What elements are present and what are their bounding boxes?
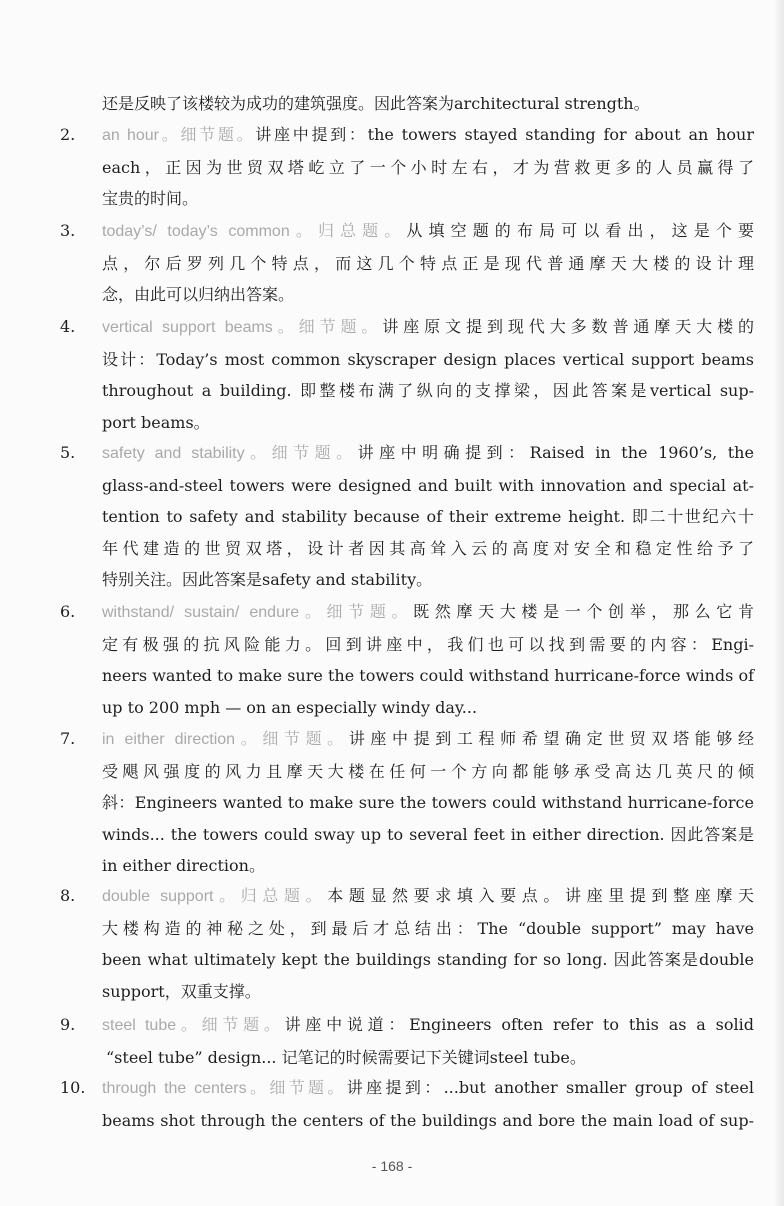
item-number: 8. [60,886,76,905]
answer: today’s/ today’s common。 [102,223,318,240]
item-line: “steel tube” design... 记笔记的时候需要记下关键词steel tube。 [106,1047,586,1067]
item-line: through the centers。细节题。讲座提到：...but another smaller group of steel [102,1078,754,1097]
page-number: - 168 - [371,1158,413,1174]
item-line: in either direction。细节题。讲座中提到工程师希望确定世贸双塔能够经 [102,729,754,748]
item-number: 4. [60,317,76,336]
question-type: 细节题。 [180,127,256,144]
item-line: 受飓风强度的风力且摩天大楼在任何一个方向都能够承受高达几英尺的倾 [102,761,754,781]
item-text [102,596,754,723]
item-number: 7. [60,729,76,748]
item-line: 定有极强的抗风险能力。回到讲座中，我们也可以找到需要的内容：Engi- [102,634,754,654]
item-line: been what ultimately kept the buildings standing for so long. 因此答案是double [102,950,754,969]
answer: an hour。 [102,127,181,144]
item-line: withstand/ sustain/ endure。细节题。既然摩天大楼是一个创举，那么它肯 [102,602,754,621]
item-text [102,119,754,215]
question-type: 归总题。 [317,223,407,240]
answer: in either direction。 [102,731,263,748]
answer: through the centers。 [102,1080,270,1097]
page-edge-shadow [774,0,784,1206]
item-line: in either direction。 [102,856,265,875]
item-line: 念，由此可以归纳出答案。 [102,285,295,304]
item-number: 3. [60,221,76,240]
answer: double support。 [102,888,241,905]
item-line: an hour。细节题。讲座中提到：the towers stayed standing for about an hour [102,125,754,144]
item-line: glass-and-steel towers were designed and built with innovation and special at- [102,475,754,495]
item-line: port beams。 [102,412,210,432]
answer: vertical support beams。 [102,319,299,336]
item-number: 2. [60,125,76,144]
item-line: steel tube。细节题。讲座中说道：Engineers often refer to this as a solid [102,1015,754,1034]
item-line: up to 200 mph — on an especially windy day... [102,697,478,717]
item-line: 斜：Engineers wanted to make sure the towers could withstand hurricane-force [102,793,754,812]
item-text [102,1072,754,1136]
question-type: 细节题。 [269,1080,347,1097]
continuation-text: 还是反映了该楼较为成功的建筑强度。因此答案为architectural strength。 [102,94,650,113]
question-type: 细节题。 [201,1017,285,1034]
item-number: 6. [60,602,76,621]
item-line: beams shot through the centers of the buildings and bore the main load of sup- [102,1110,754,1130]
item-line: 年代建造的世贸双塔，设计者因其高耸入云的高度对安全和稳定性给予了 [102,538,754,558]
item-line: neers wanted to make sure the towers could withstand hurricane-force winds of [102,666,754,685]
item-number: 5. [60,443,76,462]
question-type: 细节题。 [271,445,358,462]
item-line: support，双重支撑。 [102,981,261,1001]
item-line: 点，尔后罗列几个特点，而这几个特点正是现代普通摩天大楼的设计理 [102,253,754,273]
item-text [102,880,754,1007]
question-type: 细节题。 [298,319,383,336]
item-line: throughout a building. 即整楼布满了纵向的支撑梁，因此答案是vertical sup- [102,381,754,400]
item-text [102,215,754,311]
item-line: vertical support beams。细节题。讲座原文提到现代大多数普通摩天大楼的 [102,317,754,336]
item-line: winds... the towers could sway up to several feet in either direction. 因此答案是 [102,824,754,844]
answer: safety and stability。 [102,445,272,462]
item-line: safety and stability。细节题。讲座中明确提到：Raised in the 1960’s, the [102,443,754,462]
item-line: today’s/ today’s common。归总题。从填空题的布局可以看出，这是个要 [102,221,754,240]
item-text [102,437,754,596]
item-number: 9. [60,1015,76,1034]
item-line: each，正因为世贸双塔屹立了一个小时左右，才为营救更多的人员赢得了 [102,157,754,177]
answer: withstand/ sustain/ endure。 [102,604,327,621]
item-text [102,1009,754,1073]
item-number: 10. [60,1078,86,1097]
item-line: 特别关注。因此答案是safety and stability。 [102,570,433,589]
item-text [102,311,754,438]
question-type: 归总题。 [240,888,328,905]
item-line: 设计：Today’s most common skyscraper design places vertical support beams [102,349,754,369]
item-line: 大楼构造的神秘之处，到最后才总结出：The “double support” may have [102,918,754,938]
item-line: 宝贵的时间。 [102,189,199,208]
item-line: tention to safety and stability because of their extreme height. 即二十世纪六十 [102,507,754,526]
item-text [102,723,754,882]
item-line: double support。归总题。本题显然要求填入要点。讲座里提到整座摩天 [102,886,754,905]
answer: steel tube。 [102,1017,202,1034]
question-type: 细节题。 [262,731,349,748]
question-type: 细节题。 [326,604,414,621]
